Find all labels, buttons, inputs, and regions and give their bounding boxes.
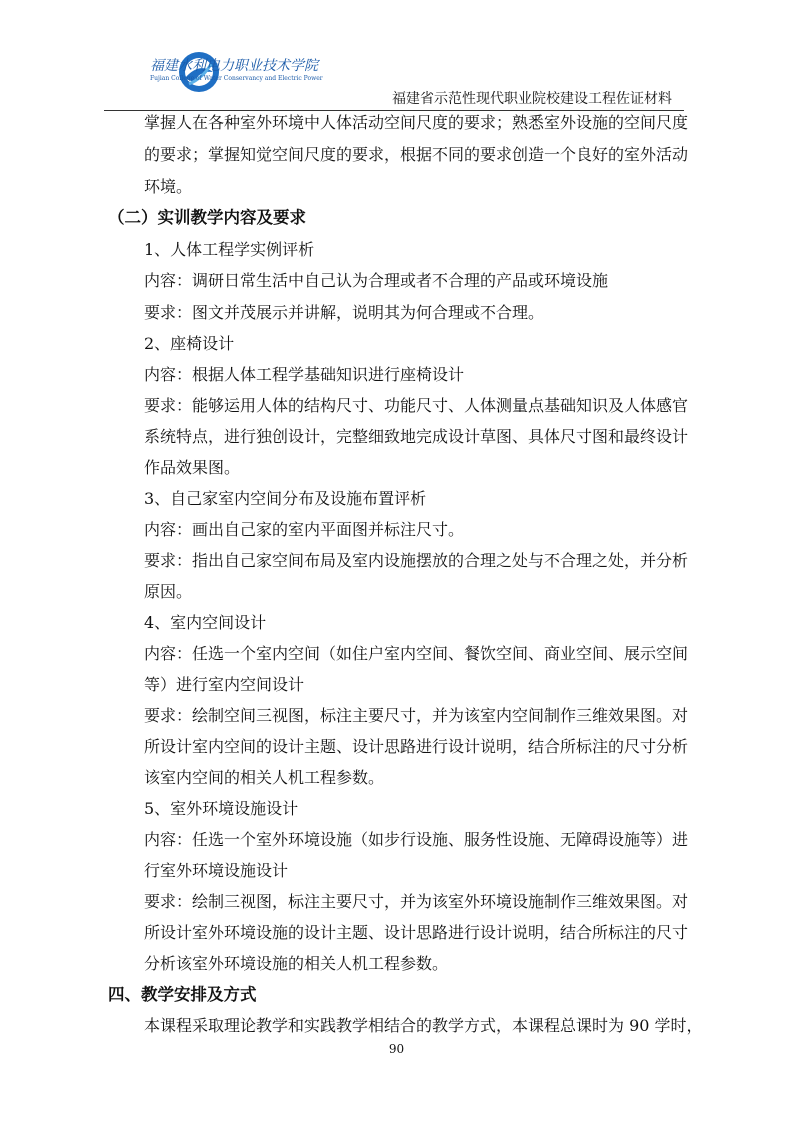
paragraph-line: 内容：任选一个室外环境设施（如步行设施、服务性设施、无障碍设施等）进: [144, 830, 689, 849]
paragraph-line: 该室内空间的相关人机工程参数。: [144, 768, 385, 787]
paragraph-line: 作品效果图。: [144, 458, 241, 477]
paragraph-line: 等）进行室内空间设计: [144, 675, 305, 694]
item-heading: 1、人体工程学实例评析: [144, 240, 315, 259]
paragraph-line: 要求：能够运用人体的结构尺寸、功能尺寸、人体测量点基础知识及人体感官: [144, 396, 689, 415]
paragraph-line: 内容：调研日常生活中自己认为合理或者不合理的产品或环境设施: [144, 271, 609, 290]
paragraph-line: 的要求；掌握知觉空间尺度的要求，根据不同的要求创造一个良好的室外活动: [144, 145, 689, 164]
item-heading: 3、自己家室内空间分布及设施布置评析: [144, 489, 427, 508]
paragraph-line: 本课程采取理论教学和实践教学相结合的教学方式，本课程总课时为 90 学时，: [144, 1016, 703, 1035]
paragraph-line: 掌握人在各种室外环境中人体活动空间尺度的要求；熟悉室外设施的空间尺度: [144, 113, 689, 132]
paragraph-line: 要求：指出自己家空间布局及室内设施摆放的合理之处与不合理之处，并分析: [144, 551, 689, 570]
logo-text: 福建水利电力职业技术学院: [150, 58, 318, 74]
item-heading: 4、室内空间设计: [144, 613, 267, 632]
header-title: 福建省示范性现代职业院校建设工程佐证材料: [392, 91, 672, 107]
paragraph-line: 内容：任选一个室内空间（如住户室内空间、餐饮空间、商业空间、展示空间: [144, 644, 689, 663]
item-heading: 2、座椅设计: [144, 334, 235, 353]
paragraph-line: 内容：根据人体工程学基础知识进行座椅设计: [144, 365, 465, 384]
paragraph-line: 环境。: [144, 177, 193, 196]
paragraph-line: 系统特点，进行独创设计，完整细致地完成设计草图、具体尺寸图和最终设计: [144, 427, 689, 446]
paragraph-line: 内容：画出自己家的室内平面图并标注尺寸。: [144, 520, 465, 539]
paragraph-line: 所设计室内空间的设计主题、设计思路进行设计说明，结合所标注的尺寸分析: [144, 737, 689, 756]
paragraph-line: 所设计室外环境设施的设计主题、设计思路进行设计说明，结合所标注的尺寸: [144, 923, 689, 942]
paragraph-line: 要求：绘制三视图，标注主要尺寸，并为该室外环境设施制作三维效果图。对: [144, 892, 689, 911]
logo-subtitle: Fujian College of Water Conservancy and Electric Power: [150, 75, 323, 82]
paragraph-line: 要求：图文并茂展示并讲解，说明其为何合理或不合理。: [144, 303, 545, 322]
paragraph-line: 原因。: [144, 582, 193, 601]
paragraph-line: 分析该室外环境设施的相关人机工程参数。: [144, 954, 449, 973]
paragraph-line: 要求：绘制空间三视图，标注主要尺寸，并为该室内空间制作三维效果图。对: [144, 706, 689, 725]
paragraph-line: 行室外环境设施设计: [144, 861, 289, 880]
section-heading: 四、教学安排及方式: [108, 985, 257, 1004]
item-heading: 5、室外环境设施设计: [144, 799, 299, 818]
section-heading: （二）实训教学内容及要求: [108, 208, 306, 227]
page-number: 90: [388, 1042, 405, 1056]
header-divider: [104, 110, 684, 111]
